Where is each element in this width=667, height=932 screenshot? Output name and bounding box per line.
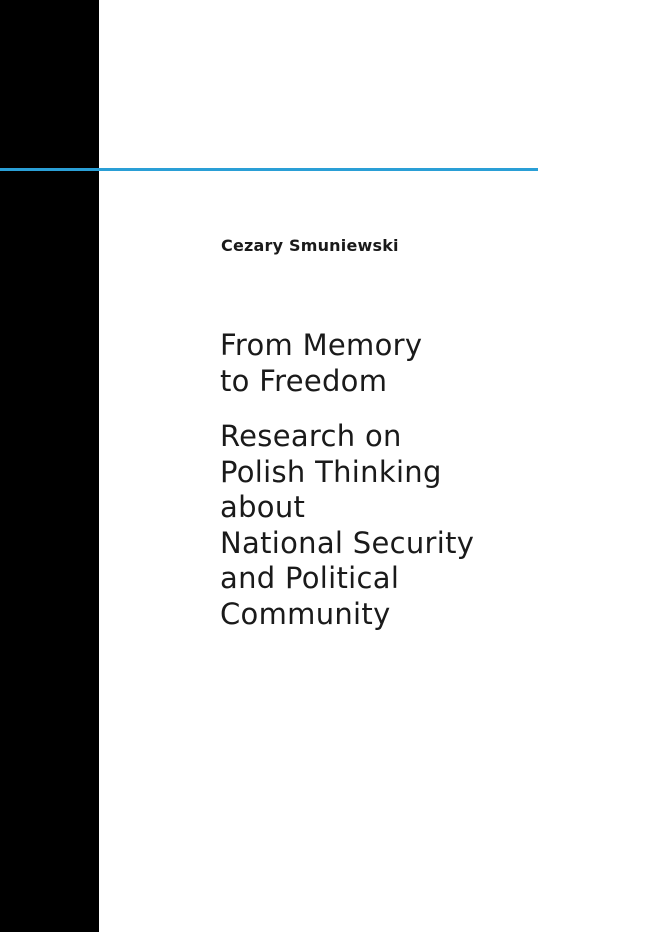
book-subtitle bbox=[220, 419, 620, 632]
title-block bbox=[220, 328, 620, 632]
book-title bbox=[220, 328, 620, 399]
title-line: to Freedom bbox=[220, 363, 388, 398]
subtitle-line: and Political bbox=[220, 561, 400, 595]
subtitle-line: National Security bbox=[220, 525, 475, 560]
subtitle-line: Polish Thinking bbox=[220, 454, 442, 489]
author-name: Cezary Smuniewski bbox=[221, 236, 399, 255]
black-spine-bar bbox=[0, 0, 99, 932]
title-line: From Memory bbox=[220, 328, 423, 362]
subtitle-line: about bbox=[220, 490, 306, 524]
blue-accent-line bbox=[0, 168, 538, 171]
subtitle-line: Research on bbox=[220, 419, 402, 453]
subtitle-line: Community bbox=[220, 596, 391, 631]
